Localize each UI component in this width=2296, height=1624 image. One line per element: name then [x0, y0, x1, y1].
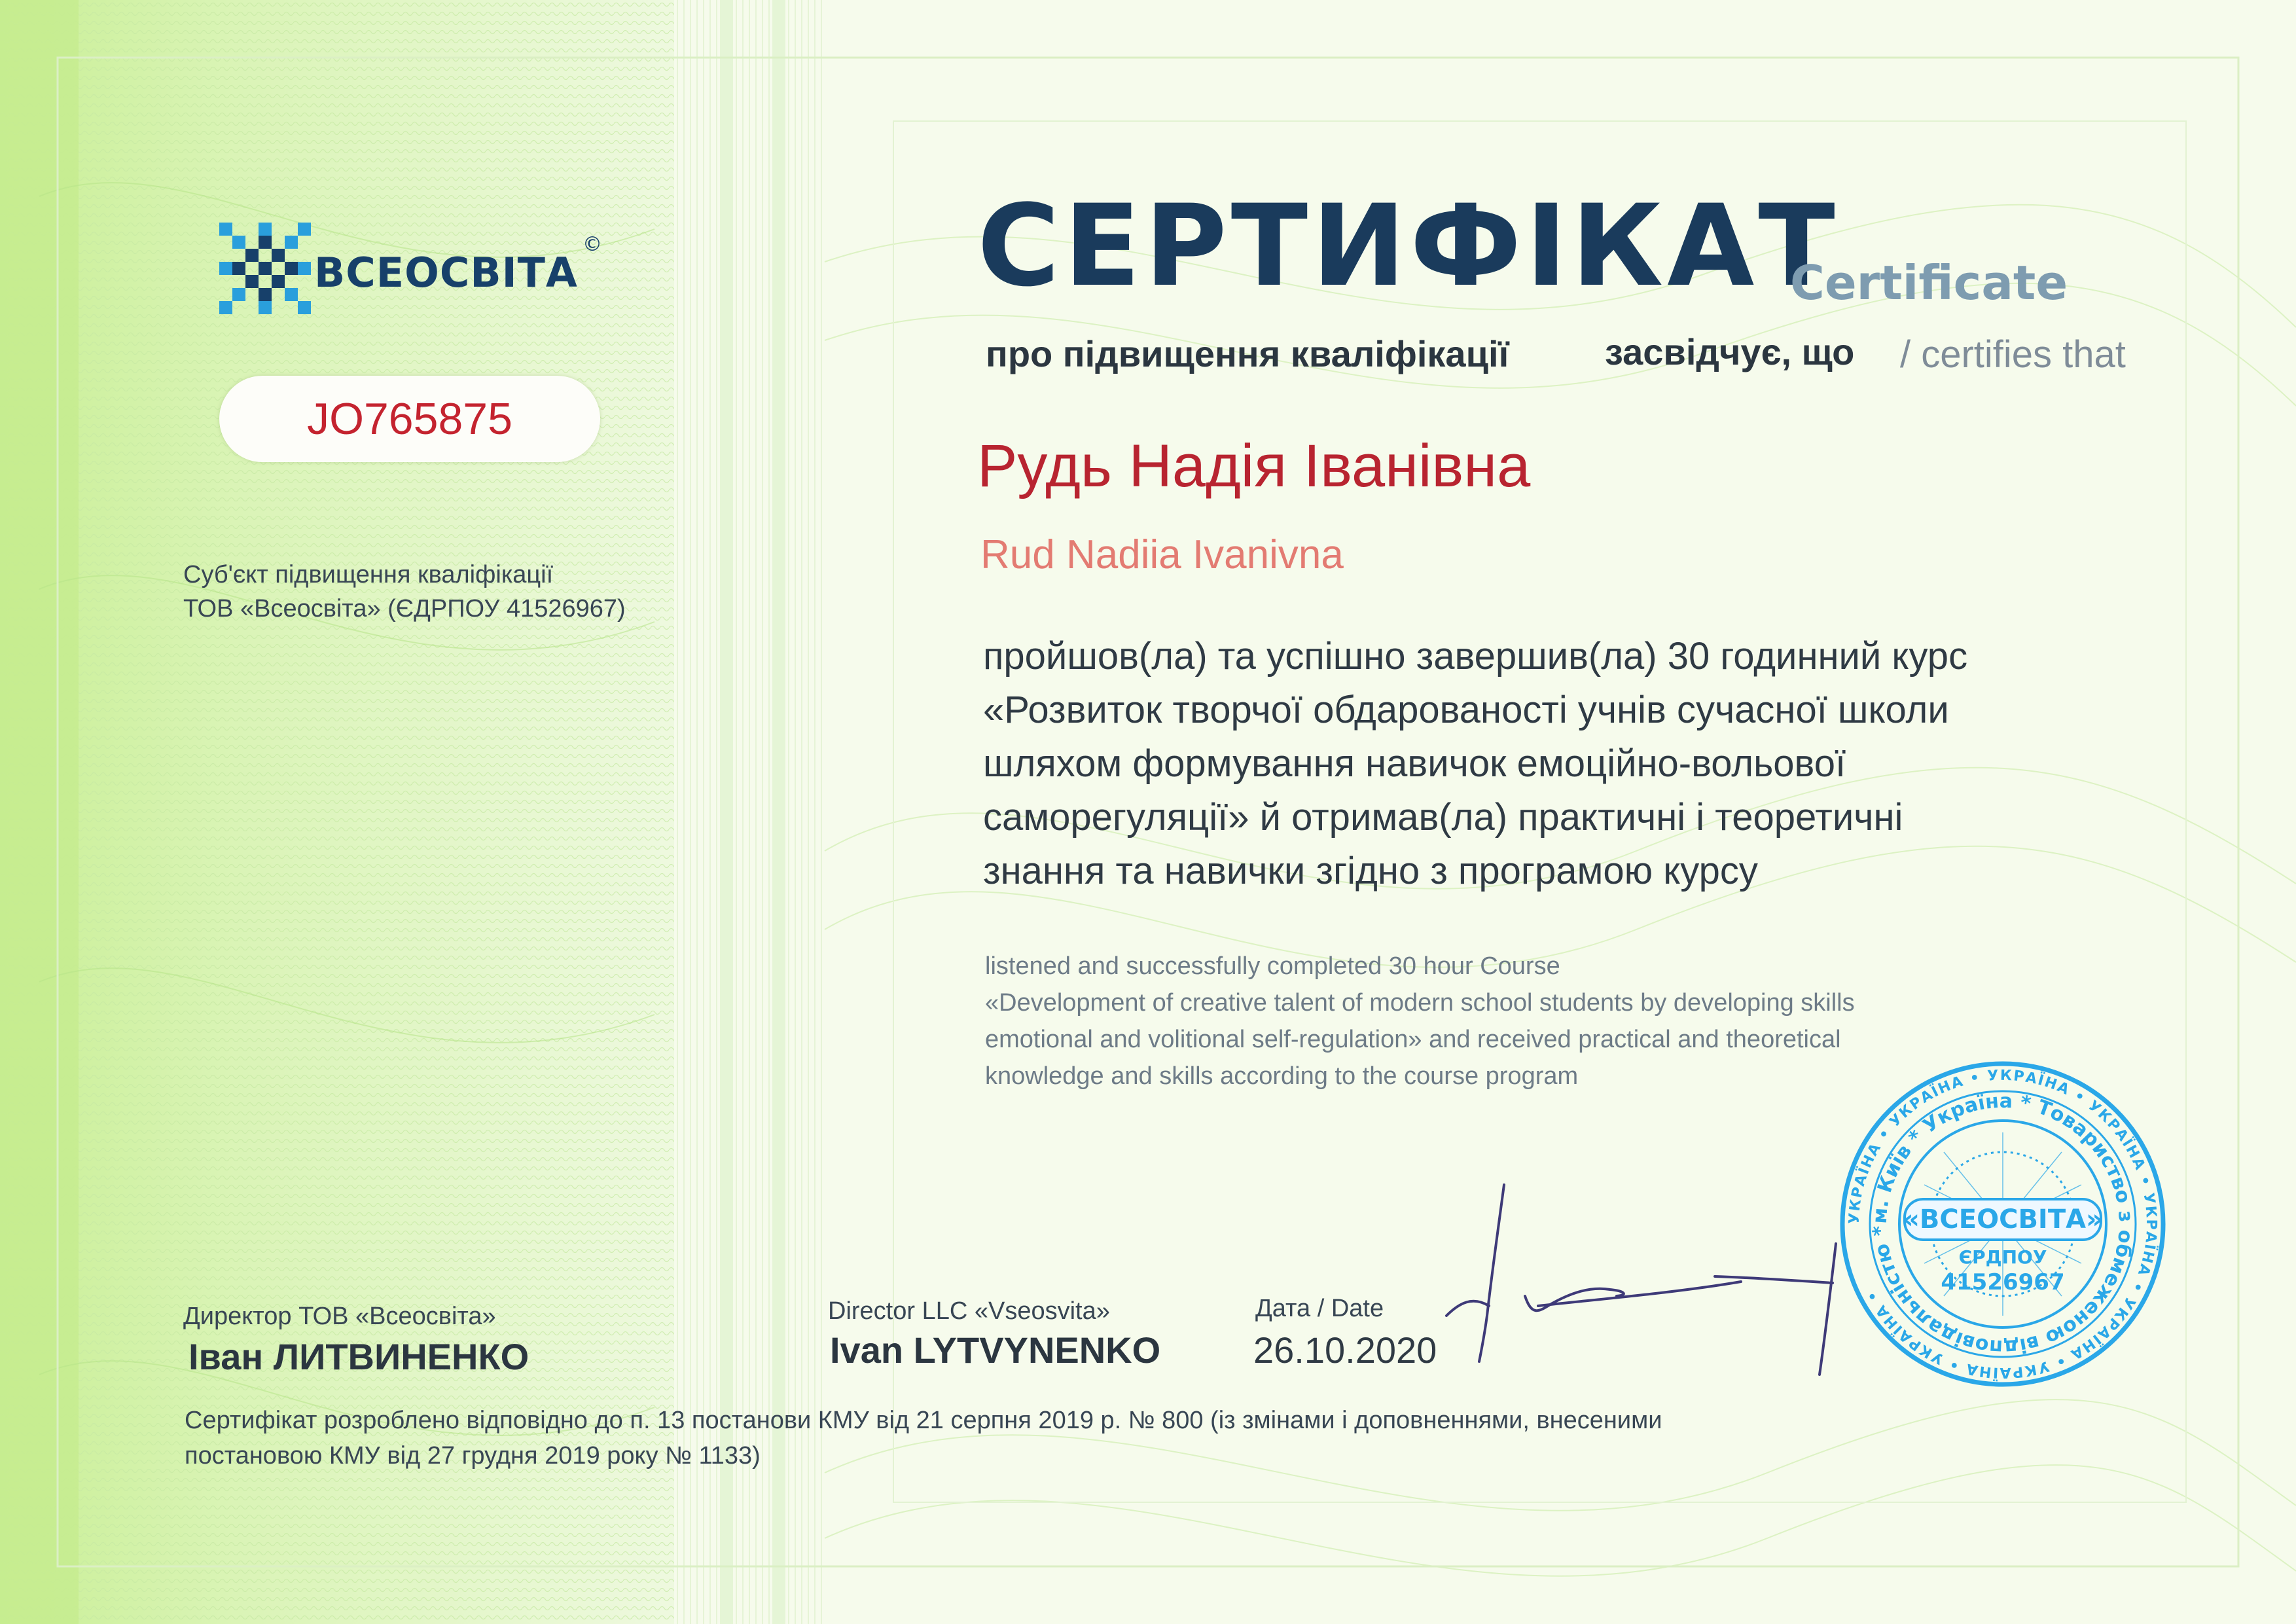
subtitle-purpose: про підвищення кваліфікації: [986, 333, 1509, 374]
subtitle-certifies-uk: засвідчує, що: [1605, 331, 1855, 372]
serial-number-badge: JO765875: [219, 376, 600, 462]
course-description-line: «Development of creative talent of modern school students by developing skills: [985, 989, 1855, 1017]
director-role-en: Director LLC «Vseosvita»: [828, 1297, 1110, 1325]
director-name-en: Ivan LYTVYNENKO: [830, 1329, 1161, 1371]
stamp-middle-text: м. Київ * Україна * Товариство з обмеженою відповідальністю *: [1868, 1089, 2138, 1359]
recipient-name-uk: Рудь Надія Іванівна: [977, 433, 1531, 499]
training-subject-line: ТОВ «Всеосвіта» (ЄДРПОУ 41526967): [183, 595, 626, 623]
director-name-uk: Іван ЛИТВИНЕНКО: [188, 1336, 529, 1377]
stamp-center-name: «ВСЕОСВІТА»: [1903, 1204, 2103, 1235]
course-description-line: knowledge and skills according to the course program: [985, 1062, 1579, 1090]
course-description-line: listened and successfully completed 30 hour Course: [985, 952, 1560, 980]
snowflake-ornament-icon: [213, 216, 317, 321]
course-description-line: «Розвиток творчої обдарованості учнів сучасної школи: [983, 689, 1949, 731]
certificate-title-en: Certificate: [1790, 255, 2068, 310]
stamp-edrpou-number: 41526967: [1941, 1269, 2065, 1295]
copyright-mark: ©: [583, 233, 602, 256]
handwritten-signature: [1427, 1165, 1885, 1388]
stamp-outer-text: УКРАЇНА • УКРАЇНА • УКРАЇНА • УКРАЇНА • УКРАЇНА • УКРАЇНА • УКРАЇНА • УКРАЇНА •: [1846, 1067, 2160, 1381]
date-value: 26.10.2020: [1253, 1329, 1437, 1371]
recipient-name-en: Rud Nadiia Ivanivna: [980, 532, 1344, 577]
stamp-edrpou-label: ЄРДПОУ: [1958, 1246, 2047, 1268]
legal-note: [185, 1403, 1662, 1473]
course-description-line: саморегуляції» й отримав(ла) практичні і теоретичні: [983, 796, 1903, 839]
course-description-line: emotional and volitional self-regulation» and received practical and theoretical: [985, 1026, 1841, 1053]
training-subject-line: Суб'єкт підвищення кваліфікації: [183, 561, 554, 588]
course-description-uk: [983, 630, 1967, 898]
course-description-line: пройшов(ла) та успішно завершив(ла) 30 годинний курс: [983, 635, 1968, 677]
director-role-uk: Директор ТОВ «Всеосвіта»: [183, 1303, 496, 1330]
legal-note-line: Сертифікат розроблено відповідно до п. 13 постанови КМУ від 21 серпня 2019 р. № 800 (із змінами і доповненнями, внесеними: [185, 1407, 1662, 1434]
brand-logo-text: ВСЕОСВІТА: [314, 249, 578, 297]
course-description-en: [985, 948, 1855, 1094]
training-subject: [183, 558, 626, 626]
date-label: Дата / Date: [1255, 1295, 1384, 1322]
subtitle-certifies-en: / certifies that: [1900, 333, 2126, 376]
official-stamp: [1833, 1054, 2173, 1394]
certificate-title: СЕРТИФІКАТ: [977, 180, 1839, 312]
course-description-line: знання та навички згідно з програмою курсу: [983, 850, 1758, 892]
course-description-line: шляхом формування навичок емоційно-вольової: [983, 742, 1846, 785]
legal-note-line: постановою КМУ від 27 грудня 2019 року № 1133): [185, 1442, 761, 1470]
